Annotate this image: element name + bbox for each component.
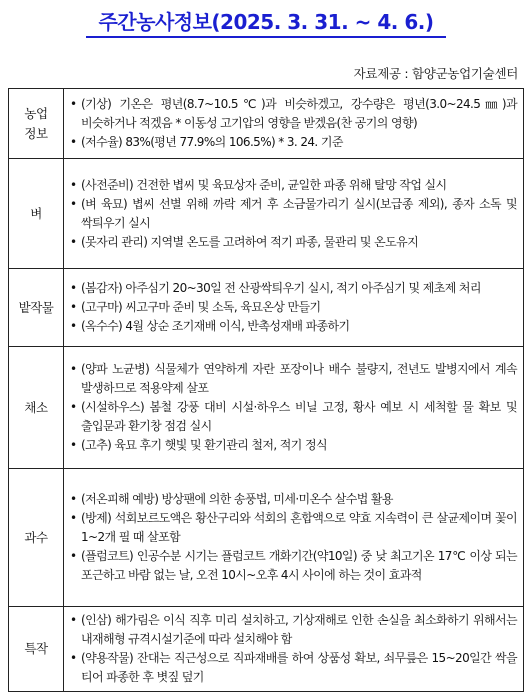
- source-credit: 자료제공 : 함양군농업기술센터: [353, 66, 518, 81]
- category-cell: [9, 347, 64, 469]
- content-cell: [64, 269, 524, 347]
- item-list: [68, 490, 517, 585]
- table-row: [9, 269, 524, 347]
- table-row: [9, 607, 524, 692]
- list-item: • (플럼코트) 인공수분 시기는 플럼코트 개화기간(약10일) 중 낮 최고기온 17℃ 이상 되는 포근하고 바람 없는 날, 오전 10시~오후 4시 사이에 하는 것이 효과적: [68, 547, 517, 585]
- list-item: • (시설하우스) 봄철 강풍 대비 시설·하우스 비닐 고정, 황사 예보 시 세척할 물 확보 및 출입문과 환기창 점검 실시: [68, 398, 517, 436]
- list-item: • (사전준비) 건전한 볍씨 및 육묘상자 준비, 균일한 파종 위해 탈망 작업 실시: [68, 176, 517, 195]
- list-item: • (저수율) 83%(평년 77.9%의 106.5%) * 3. 24. 기준: [68, 133, 517, 152]
- content-cell: [64, 607, 524, 692]
- category-cell: [9, 269, 64, 347]
- table-row: [9, 159, 524, 269]
- category-cell: [9, 89, 64, 159]
- category-label: 농업 정보: [24, 105, 48, 141]
- category-label: 벼: [30, 205, 42, 221]
- category-label: 특작: [24, 641, 48, 656]
- farm-info-table: [8, 88, 524, 692]
- list-item: • (인삼) 해가림은 이식 직후 미리 설치하고, 기상재해로 인한 손실을 최소화하기 위해서는 내재해형 규격시설기준에 따라 설치해야 함: [68, 611, 517, 649]
- table-row: [9, 347, 524, 469]
- category-cell: [9, 607, 64, 692]
- list-item: • (옥수수) 4월 상순 조기재배 이식, 반촉성재배 파종하기: [68, 317, 517, 336]
- category-cell: [9, 469, 64, 607]
- item-list: [68, 279, 517, 336]
- list-item: • (저온피해 예방) 방상팬에 의한 송풍법, 미세·미온수 살수법 활용: [68, 490, 517, 509]
- table-row: [9, 469, 524, 607]
- item-list: [68, 176, 517, 252]
- category-label: 밭작물: [18, 299, 54, 315]
- list-item: • (양파 노균병) 식물체가 연약하게 자란 포장이나 배수 불량지, 전년도 발병지에서 계속 발생하므로 적용약제 살포: [68, 360, 517, 398]
- list-item: • (방제) 석회보르도액은 황산구리와 석회의 혼합액으로 약효 지속력이 큰 살균제이며 꽃이 1~2개 필 때 살포함: [68, 509, 517, 547]
- content-cell: [64, 469, 524, 607]
- list-item: • (벼 육묘) 볍씨 선별 위해 까락 제거 후 소금물가리기 실시(보급종 제외), 종자 소독 및 싹틔우기 실시: [68, 195, 517, 233]
- list-item: • (봄감자) 아주심기 20~30일 전 산광싹틔우기 실시, 적기 아주심기 및 제초제 처리: [68, 279, 517, 298]
- page-title: 주간농사정보(2025. 3. 31. ~ 4. 6.): [98, 10, 434, 34]
- item-list: [68, 611, 517, 687]
- list-item: • (약용작물) 잔대는 직근성으로 직파재배를 하여 상품성 확보, 쇠무릎은 15~20일간 싹을 티어 파종한 후 볏짚 덮기: [68, 649, 517, 687]
- category-label: 채소: [24, 399, 48, 415]
- list-item: • (기상) 기온은 평년(8.7~10.5℃)과 비슷하겠고, 강수량은 평년(3.0~24.5㎜)과 비슷하거나 적겠음 * 이동성 고기압의 영향을 받겠음(찬 공기의 영향): [68, 95, 517, 133]
- item-list: [68, 95, 517, 152]
- list-item: • (못자리 관리) 지역별 온도를 고려하여 적기 파종, 물관리 및 온도유지: [68, 233, 517, 252]
- list-item: • (고추) 육묘 후기 햇빛 및 환기관리 철저, 적기 정식: [68, 436, 517, 455]
- category-cell: [9, 159, 64, 269]
- title-underline: [86, 36, 446, 38]
- content-cell: [64, 89, 524, 159]
- table-row: [9, 89, 524, 159]
- content-cell: [64, 159, 524, 269]
- content-cell: [64, 347, 524, 469]
- category-label: 과수: [24, 529, 48, 545]
- list-item: • (고구마) 씨고구마 준비 및 소독, 육묘온상 만들기: [68, 298, 517, 317]
- item-list: [68, 360, 517, 455]
